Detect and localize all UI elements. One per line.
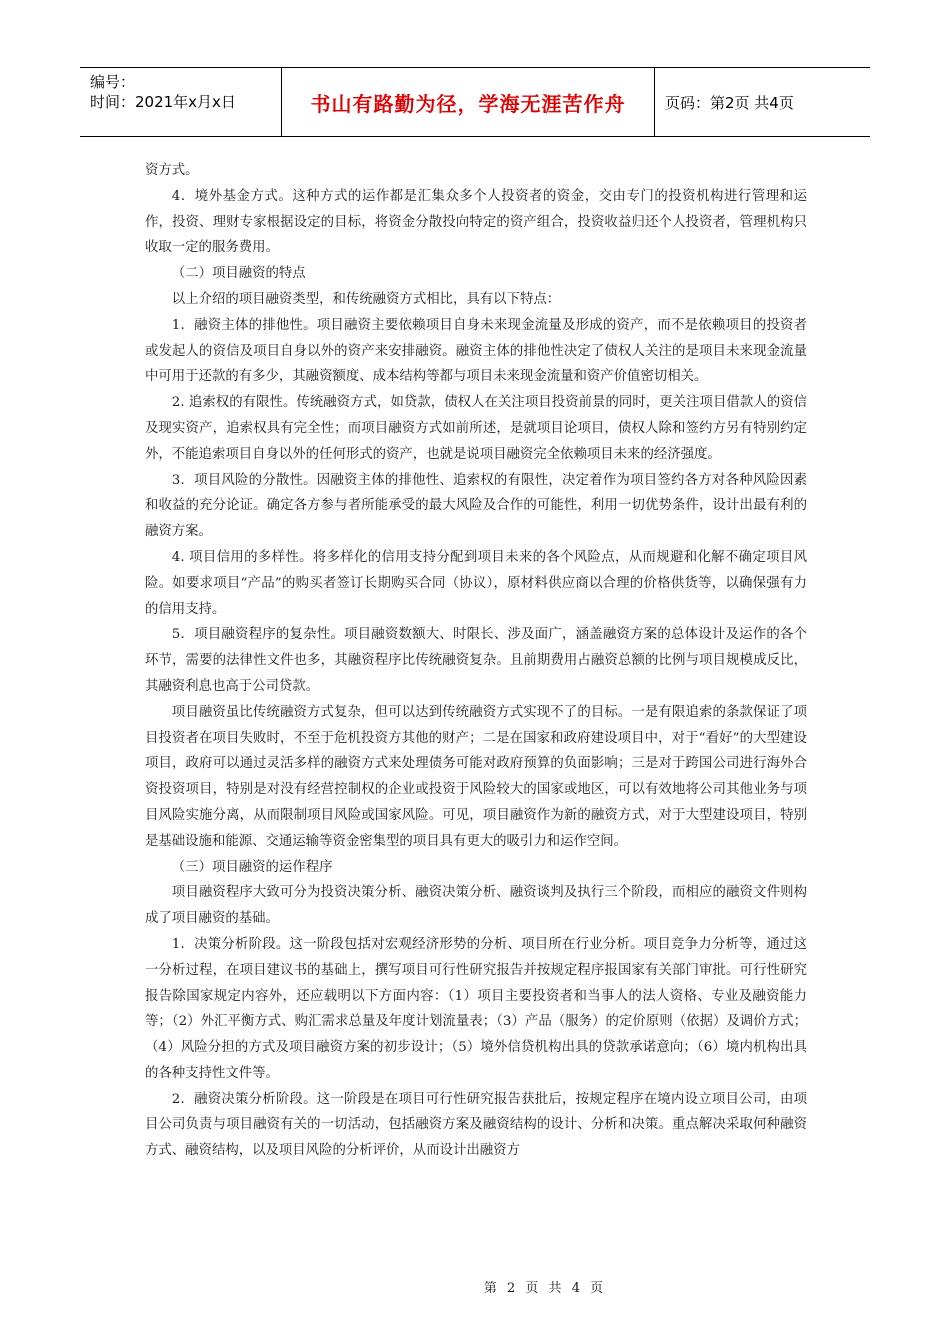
section-heading: （三）项目融资的运作程序 <box>171 859 333 875</box>
doc-number-label: 编号： <box>90 73 136 91</box>
paragraph: 项目融资虽比传统融资方式复杂，但可以达到传统融资方式实现不了的目标。一是有限追索的条款保证了项目投资者在项目失败时，不至于危机投资方其他的财产；二是在国家和政府建设项目中，对于“看好”的大型建设项目，政府可以通过灵活多样的融资方式来处理债务可能对政府预算的负面影响；三是对于跨国公司进行海外合资投资项目，特别是对没有经营控制权的企业或投资于风险较大的国家或地区，可以有效地将公司其他业务与项目风险实施分离，从而限制项目风险或国家风险。可见，项目融资作为新的融资方式，对于大型建设项目，特别是基础设施和能源、交通运输等资金密集型的项目具有更大的吸引力和运作空间。 <box>145 704 807 849</box>
paragraph: 1．融资主体的排他性。项目融资主要依赖项目自身未来现金流量及形成的资产，而不是依赖项目的投资者或发起人的资信及项目自身以外的资产来安排融资。融资主体的排他性决定了债权人关注的是项目未来现金流量中可用于还款的有多少，其融资额度、成本结构等都与项目未来现金流量和资产价值密切相关。 <box>145 317 807 385</box>
doc-date-label: 时间：2021年x月x日 <box>90 93 236 111</box>
page-header <box>80 67 870 137</box>
paragraph: 1．决策分析阶段。这一阶段包括对宏观经济形势的分析、项目所在行业分析。项目竞争力分析等，通过这一分析过程，在项目建议书的基础上，撰写项目可行性研究报告并按规定程序报国家有关部门审批。可行性研究报告除国家规定内容外，还应载明以下方面内容：（1）项目主要投资者和当事人的法人资格、专业及融资能力等；（2）外汇平衡方式、购汇需求总量及年度计划流量表；（3）产品（服务）的定价原则（依据）及调价方式；（4）风险分担的方式及项目融资方案的初步设计；（5）境外信贷机构出具的贷款承诺意向；（6）境内机构出具的各种支持性文件等。 <box>145 936 807 1081</box>
paragraph: 以上介绍的项目融资类型，和传统融资方式相比，具有以下特点： <box>171 291 561 307</box>
paragraph: 2．融资决策分析阶段。这一阶段是在项目可行性研究报告获批后，按规定程序在境内设立项目公司，由项目公司负责与项目融资有关的一切活动，包括融资方案及融资结构的设计、分析和决策。重点解决采取何种融资方式、融资结构，以及项目风险的分析评价，从而设计出融资方 <box>145 1091 807 1159</box>
paragraph: 4．境外基金方式。这种方式的运作都是汇集众多个人投资者的资金，交由专门的投资机构进行管理和运作，投资、理财专家根据设定的目标，将资金分散投向特定的资产组合，投资收益归还个人投资者，管理机构只收取一定的服务费用。 <box>145 188 807 256</box>
paragraph: 5．项目融资程序的复杂性。项目融资数额大、时限长、涉及面广，涵盖融资方案的总体设计及运作的各个环节，需要的法律性文件也多，其融资程序比传统融资复杂。且前期费用占融资总额的比例与项目规模成反比，其融资利息也高于公司贷款。 <box>145 627 807 694</box>
paragraph-continuation: 资方式。 <box>145 163 199 178</box>
document-body <box>145 158 807 1164</box>
page-footer: 第 2 页 共 4 页 <box>483 1281 607 1296</box>
header-page-label: 页码：第2页 共4页 <box>665 93 794 112</box>
paragraph: 2. 追索权的有限性。传统融资方式，如贷款，债权人在关注项目投资前景的同时，更关注项目借款人的资信及现实资产，追索权具有完全性；而项目融资方式如前所述，是就项目论项目，债权人除和签约方另有特别约定外，不能追索项目自身以外的任何形式的资产，也就是说项目融资完全依赖项目未来的经济强度。 <box>145 395 807 462</box>
paragraph: 4. 项目信用的多样性。将多样化的信用支持分配到项目未来的各个风险点，从而规避和化解不确定项目风险。如要求项目“产品”的购买者签订长期购买合同（协议），原材料供应商以合理的价格供货等，以确保强有力的信用支持。 <box>145 549 807 617</box>
paragraph: 项目融资程序大致可分为投资决策分析、融资决策分析、融资谈判及执行三个阶段，而相应的融资文件则构成了项目融资的基础。 <box>145 885 807 927</box>
paragraph: 3．项目风险的分散性。因融资主体的排他性、追索权的有限性，决定着作为项目签约各方对各种风险因素和收益的充分论证。确定各方参与者所能承受的最大风险及合作的可能性，利用一切优势条件，设计出最有利的融资方案。 <box>145 472 807 540</box>
header-motto: 书山有路勤为径，学海无涯苦作舟 <box>282 68 655 136</box>
section-heading: （二）项目融资的特点 <box>171 266 306 282</box>
header-meta-cell <box>80 68 282 136</box>
